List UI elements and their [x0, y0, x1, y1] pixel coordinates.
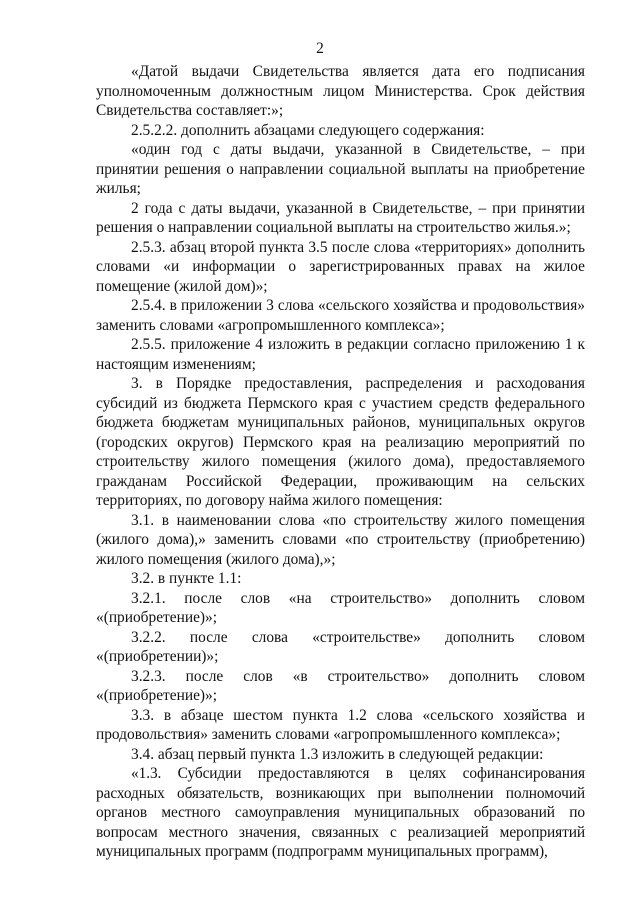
page-number: 2 [316, 40, 324, 57]
paragraph-1-3-quote: «1.3. Субсидии предоставляются в целях софинансирования расходных обязательств, возникающих при выполнении полномочий органов местного самоуправления муниципальных образований по вопросам местного значения, связанных с реализацией мероприятий муниципальных программ (подпрограмм муниципальных программ), [96, 765, 585, 860]
document-body [96, 62, 585, 862]
paragraph-3-2-3: 3.2.3. после слов «в строительство» дополнить словом «(приобретение)»; [96, 667, 585, 704]
paragraph-3: 3. в Порядке предоставления, распределения и расходования субсидий из бюджета Пермского края с участием средств федерального бюджета бюджетам муниципальных районов, муниципальных округов (городских округов) Пермского края на реализацию мероприятий по строительству жилого помещения (жилого дома), предоставляемого гражданам Российской Федерации, проживающим на сельских территориях, по договору найма жилого помещения: [96, 375, 585, 509]
paragraph-date-of-issue: «Датой выдачи Свидетельства является дата его подписания уполномоченным должностным лицом Министерства. Срок действия Свидетельства составляет:»; [96, 63, 585, 119]
paragraph-3-3: 3.3. в абзаце шестом пункта 1.2 слова «сельского хозяйства и продовольствия» заменить словами «агропромышленного комплекса»; [96, 706, 585, 743]
paragraph-2-5-4: 2.5.4. в приложении 3 слова «сельского хозяйства и продовольствия» заменить словами «агропромышленного комплекса»; [96, 297, 585, 334]
paragraph-2-5-3: 2.5.3. абзац второй пункта 3.5 после слова «территориях» дополнить словами «и информации о зарегистрированных правах на жилое помещение (жилой дом)»; [96, 238, 585, 295]
paragraph-2-5-2-2: 2.5.2.2. дополнить абзацами следующего содержания: [131, 121, 485, 139]
paragraph-3-2: 3.2. в пункте 1.1: [131, 570, 242, 587]
paragraph-two-years: 2 года с даты выдачи, указанной в Свидетельстве, – при принятии решения о направлении социальной выплаты на строительство жилья.»; [96, 199, 585, 236]
paragraph-3-2-2: 3.2.2. после слова «строительстве» дополнить словом «(приобретении)»; [96, 628, 585, 665]
paragraph-3-1: 3.1. в наименовании слова «по строительству жилого помещения (жилого дома),» заменить словами «по строительству (приобретению) жилого помещения (жилого дома),»; [96, 511, 585, 568]
paragraph-3-2-1: 3.2.1. после слов «на строительство» дополнить словом «(приобретение)»; [96, 589, 585, 626]
paragraph-one-year: «один год с даты выдачи, указанной в Свидетельстве, – при принятии решения о направлении социальной выплаты на приобретение жилья; [96, 141, 585, 197]
paragraph-2-5-5: 2.5.5. приложение 4 изложить в редакции согласно приложению 1 к настоящим изменениям; [96, 336, 585, 373]
paragraph-3-4: 3.4. абзац первый пункта 1.3 изложить в следующей редакции: [131, 745, 544, 763]
